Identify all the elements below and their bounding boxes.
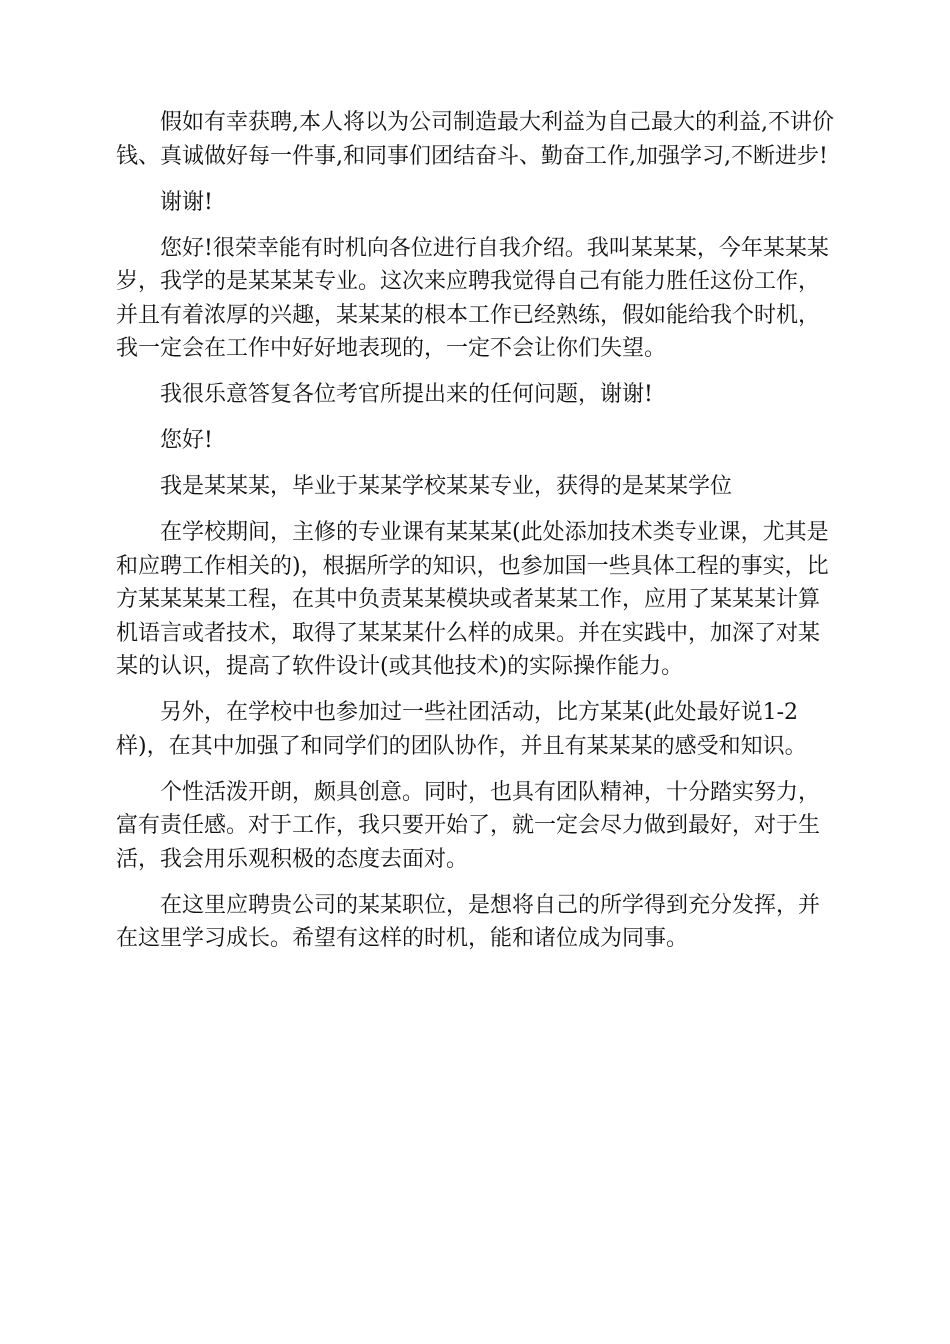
paragraph-thanks: 谢谢!	[160, 189, 213, 215]
paragraph-self-intro: 您好!很荣幸能有时机向各位进行自我介绍。我叫某某某，今年某某某岁，我学的是某某某专业。这次来应聘我觉得自己有能力胜任这份工作，并且有着浓厚的兴趣，某某某的根本工作已经熟练，假如能给我个时机，我一定会在工作中好好地表现的，一定不会让你们失望。	[116, 235, 829, 361]
paragraph-club-activities: 另外，在学校中也参加过一些社团活动，比方某某(此处最好说1-2样)，在其中加强了和同学们的团队协作，并且有某某某的感受和知识。	[116, 700, 807, 759]
paragraph-school-projects: 在学校期间，主修的专业课有某某某(此处添加技术类专业课，尤其是和应聘工作相关的)，根据所学的知识，也参加国一些具体工程的事实，比方某某某某工程，在其中负责某某模块或者某某工作，应用了某某某计算机语言或者技术，取得了某某某什么样的成果。并在实践中，加深了对某某的认识，提高了软件设计(或其他技术)的实际操作能力。	[116, 520, 829, 679]
paragraph-answer-questions: 我很乐意答复各位考官所提出来的任何问题，谢谢!	[160, 382, 653, 407]
paragraph-education: 我是某某某，毕业于某某学校某某专业，获得的是某某学位	[160, 474, 733, 499]
paragraph-hire-promise: 假如有幸获聘,本人将以为公司制造最大利益为自己最大的利益,不讲价钱、真诚做好每一件事,和同事们团结奋斗、勤奋工作,加强学习,不断进步!	[116, 110, 834, 169]
paragraph-personality: 个性活泼开朗，颇具创意。同时，也具有团队精神，十分踏实努力，富有责任感。对于工作，我只要开始了，就一定会尽力做到最好，对于生活，我会用乐观积极的态度去面对。	[116, 779, 821, 872]
paragraph-application-goal: 在这里应聘贵公司的某某职位，是想将自己的所学得到充分发挥，并在这里学习成长。希望有这样的时机，能和诸位成为同事。	[116, 892, 821, 951]
paragraph-greeting: 您好!	[160, 428, 213, 453]
document-page	[116, 106, 836, 968]
